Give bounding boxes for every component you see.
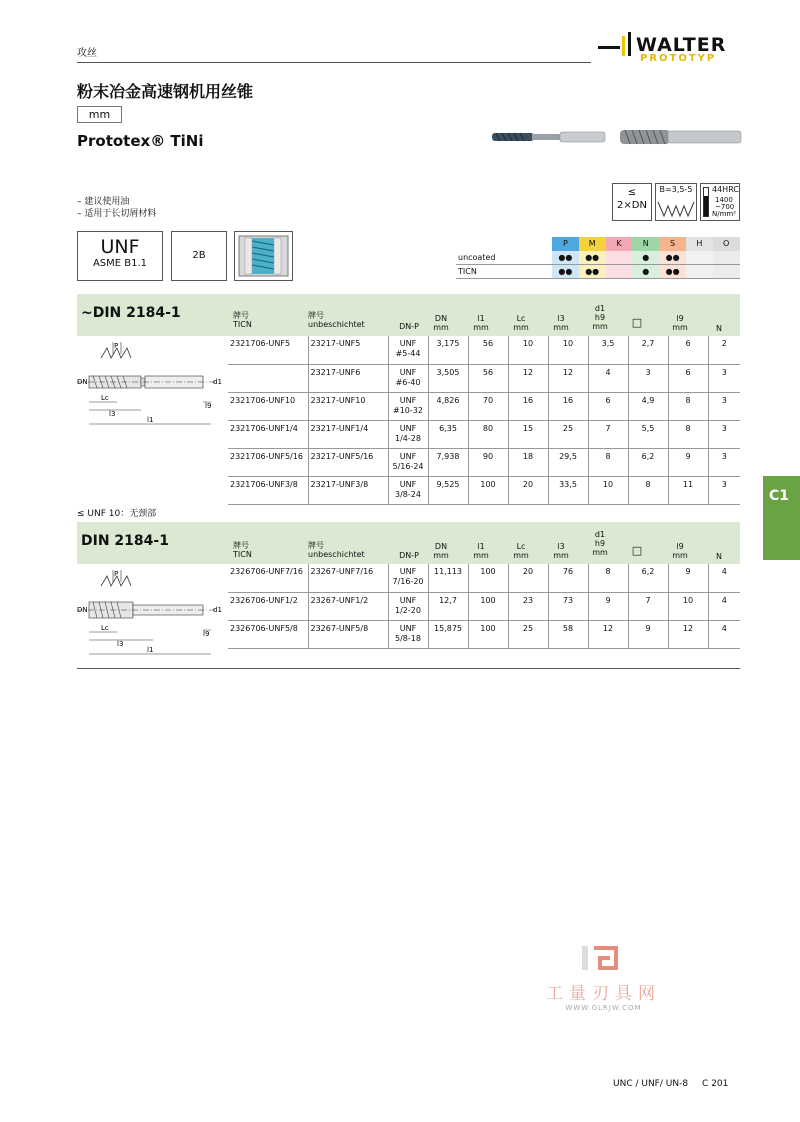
cell-unb: 23267-UNF1/2: [308, 592, 388, 620]
cell-dnp: UNF 5/16-24: [388, 448, 428, 476]
cell-dnp: UNF 5/8-18: [388, 620, 428, 648]
page-number: C 201: [702, 1079, 729, 1089]
table-row: [228, 564, 740, 592]
cell-l3: 25: [548, 420, 588, 448]
header-dn: DN mm: [433, 314, 449, 332]
section1-standard: ~DIN 2184-1: [81, 305, 181, 321]
hardness-icon: 44HRC 1400 ~700 N/mm²: [700, 183, 740, 221]
cell-l9: 6: [668, 364, 708, 392]
svg-text:l1: l1: [147, 416, 154, 424]
note-line: – 适用于长切屑材料: [77, 209, 157, 219]
svg-text:l1: l1: [147, 646, 154, 654]
section1-header: [77, 294, 740, 336]
cell-lc: 18: [508, 448, 548, 476]
material-col-o: O: [713, 237, 740, 251]
chapter-tab[interactable]: C1: [763, 476, 800, 560]
cell-l1: 100: [468, 620, 508, 648]
header-ticn: 牌号 TICN: [233, 541, 252, 559]
cell-l9: 9: [668, 448, 708, 476]
cell-lc: 20: [508, 476, 548, 504]
cell-dn: 3,175: [428, 336, 468, 364]
header-unb: 牌号 unbeschichtet: [308, 311, 365, 329]
tolerance-box: 2B: [171, 231, 227, 281]
cell-d1: 6: [588, 392, 628, 420]
table-row: [228, 448, 740, 476]
logo-sub-text: PROTOTYP: [640, 53, 717, 64]
header-l1: l1 mm: [473, 314, 489, 332]
cell-sq: 8: [628, 476, 668, 504]
cell-d1: 12: [588, 620, 628, 648]
cell-dn: 9,525: [428, 476, 468, 504]
cell-l1: 80: [468, 420, 508, 448]
logo-main-text: WALTER: [636, 34, 727, 56]
cell-n: 3: [708, 392, 740, 420]
header-l3: l3 mm: [553, 314, 569, 332]
cell-lc: 23: [508, 592, 548, 620]
cell-sq: 3: [628, 364, 668, 392]
page-footer: [613, 1079, 728, 1089]
header-n: N: [716, 552, 722, 561]
cell-ticn: 2321706-UNF3/8: [228, 476, 308, 504]
table-row: [228, 476, 740, 504]
cell-n: 3: [708, 364, 740, 392]
section2-header: [77, 522, 740, 564]
usage-notes: [77, 196, 156, 220]
cell-n: 3: [708, 420, 740, 448]
cell-dnp: UNF 1/2-20: [388, 592, 428, 620]
cell-dn: 4,826: [428, 392, 468, 420]
cell-unb: 23217-UNF5/16: [308, 448, 388, 476]
cell-l1: 56: [468, 336, 508, 364]
cell-dnp: UNF 7/16-20: [388, 564, 428, 592]
cell-dnp: UNF #10-32: [388, 392, 428, 420]
cell-dnp: UNF #5-44: [388, 336, 428, 364]
unit-box: mm: [77, 106, 122, 123]
tap-image-1: [492, 128, 607, 146]
cell-dn: 15,875: [428, 620, 468, 648]
table-row: [228, 336, 740, 364]
svg-text:DN: DN: [77, 378, 88, 386]
cell-unb: 23217-UNF3/8: [308, 476, 388, 504]
cell-l9: 6: [668, 336, 708, 364]
cell-ticn: 2326706-UNF1/2: [228, 592, 308, 620]
depth-icon: ≤ 2×DN: [612, 183, 652, 221]
cell-l9: 8: [668, 392, 708, 420]
cell-dn: 3,505: [428, 364, 468, 392]
watermark: [536, 944, 671, 1016]
watermark-logo: [580, 944, 624, 972]
cell-n: 3: [708, 448, 740, 476]
cell-lc: 12: [508, 364, 548, 392]
cell-l3: 12: [548, 364, 588, 392]
cell-ticn: 2321706-UNF5/16: [228, 448, 308, 476]
cell-lc: 25: [508, 620, 548, 648]
svg-text:d1: d1: [213, 606, 222, 614]
cell-l3: 76: [548, 564, 588, 592]
cell-d1: 8: [588, 564, 628, 592]
section-label: 攻丝: [77, 48, 97, 59]
svg-text:l9: l9: [203, 630, 210, 638]
cell-dnp: UNF #6-40: [388, 364, 428, 392]
cell-d1: 10: [588, 476, 628, 504]
material-col-p: P: [552, 237, 579, 251]
cell-dn: 7,938: [428, 448, 468, 476]
thread-norm: ASME B1.1: [92, 258, 148, 269]
cell-ticn: 2326706-UNF5/8: [228, 620, 308, 648]
watermark-url: WWW.GLRJW.COM: [565, 1004, 642, 1012]
cell-sq: 6,2: [628, 448, 668, 476]
cell-sq: 4,9: [628, 392, 668, 420]
cell-l9: 12: [668, 620, 708, 648]
svg-text:Lc: Lc: [101, 394, 109, 402]
section2-standard: DIN 2184-1: [81, 533, 169, 549]
table-row: [228, 364, 740, 392]
cell-unb: 23217-UNF5: [308, 336, 388, 364]
thread-standard-box: [77, 231, 163, 281]
header-dn: DN mm: [433, 542, 449, 560]
product-name: Prototex® TiNi: [77, 132, 204, 150]
thread-standard: UNF: [100, 236, 140, 258]
cell-sq: 9: [628, 620, 668, 648]
header-l9: l9 mm: [672, 542, 688, 560]
header-dnp: DN-P: [399, 551, 419, 560]
header-l9: l9 mm: [672, 314, 688, 332]
header-square: □: [631, 544, 643, 557]
cell-l9: 9: [668, 564, 708, 592]
cell-ticn: [228, 364, 308, 392]
material-col-k: K: [606, 237, 633, 251]
cell-sq: 6,2: [628, 564, 668, 592]
cell-ticn: 2326706-UNF7/16: [228, 564, 308, 592]
cell-lc: 20: [508, 564, 548, 592]
cell-l3: 73: [548, 592, 588, 620]
table-row: [228, 392, 740, 420]
header-ticn: 牌号 TICN: [233, 311, 252, 329]
header-d1: d1 h9 mm: [592, 530, 608, 557]
cell-d1: 3,5: [588, 336, 628, 364]
svg-text:l3: l3: [117, 640, 124, 648]
cell-dn: 6,35: [428, 420, 468, 448]
table-row: [228, 420, 740, 448]
header-dnp: DN-P: [399, 322, 419, 331]
cell-dn: 11,113: [428, 564, 468, 592]
cell-unb: 23267-UNF5/8: [308, 620, 388, 648]
cell-n: 4: [708, 564, 740, 592]
svg-text:d1: d1: [213, 378, 222, 386]
cell-l9: 11: [668, 476, 708, 504]
material-col-m: M: [579, 237, 606, 251]
cell-l3: 10: [548, 336, 588, 364]
header-unb: 牌号 unbeschichtet: [308, 541, 365, 559]
cell-n: 4: [708, 620, 740, 648]
cell-l1: 100: [468, 564, 508, 592]
cell-dnp: UNF 1/4-28: [388, 420, 428, 448]
header-square: □: [631, 316, 643, 329]
watermark-text: 工量刃具网: [546, 984, 661, 1004]
cell-l1: 70: [468, 392, 508, 420]
material-col-n: N: [632, 237, 659, 251]
cell-n: 2: [708, 336, 740, 364]
svg-text:l9: l9: [205, 402, 212, 410]
page-title: 粉末冶金高速钢机用丝锥: [77, 82, 254, 101]
cell-l3: 33,5: [548, 476, 588, 504]
cell-l1: 56: [468, 364, 508, 392]
cell-lc: 15: [508, 420, 548, 448]
cell-dn: 12,7: [428, 592, 468, 620]
cell-n: 3: [708, 476, 740, 504]
cell-d1: 4: [588, 364, 628, 392]
cell-l9: 10: [668, 592, 708, 620]
cell-l1: 100: [468, 476, 508, 504]
table-row: [228, 592, 740, 620]
cell-dnp: UNF 3/8-24: [388, 476, 428, 504]
note-line: – 建议使用油: [77, 197, 130, 207]
material-row-uncoated: uncoated ●● ●● ● ●●: [456, 251, 740, 265]
cell-unb: 23217-UNF6: [308, 364, 388, 392]
tap-drawing-2: [77, 568, 227, 660]
cell-ticn: 2321706-UNF10: [228, 392, 308, 420]
material-grid: [456, 237, 740, 279]
svg-text:Lc: Lc: [101, 624, 109, 632]
tap-image-2: [620, 126, 743, 148]
tap-drawing-1: [77, 340, 227, 430]
cell-l3: 16: [548, 392, 588, 420]
header-d1: d1 h9 mm: [592, 304, 608, 331]
cell-sq: 7: [628, 592, 668, 620]
section1-table: [228, 336, 740, 505]
material-row-ticn: TICN ●● ●● ● ●●: [456, 265, 740, 279]
cell-l1: 90: [468, 448, 508, 476]
cell-l9: 8: [668, 420, 708, 448]
cell-l1: 100: [468, 592, 508, 620]
material-col-s: S: [659, 237, 686, 251]
cell-d1: 8: [588, 448, 628, 476]
cell-l3: 29,5: [548, 448, 588, 476]
header-n: N: [716, 324, 722, 333]
cell-ticn: 2321706-UNF1/4: [228, 420, 308, 448]
chamfer-form-icon: B=3,5-5: [655, 183, 697, 221]
svg-text:DN: DN: [77, 606, 88, 614]
cell-d1: 9: [588, 592, 628, 620]
cell-unb: 23267-UNF7/16: [308, 564, 388, 592]
cell-unb: 23217-UNF10: [308, 392, 388, 420]
svg-text:l3: l3: [109, 410, 116, 418]
table-row: [228, 620, 740, 648]
header-l3: l3 mm: [553, 542, 569, 560]
header-lc: Lc mm: [513, 542, 529, 560]
svg-text:P: P: [114, 570, 119, 578]
cell-lc: 10: [508, 336, 548, 364]
cell-d1: 7: [588, 420, 628, 448]
cell-sq: 2,7: [628, 336, 668, 364]
top-rule: [77, 62, 591, 63]
walter-logo: [598, 30, 743, 66]
cell-ticn: 2321706-UNF5: [228, 336, 308, 364]
cell-n: 4: [708, 592, 740, 620]
cell-l3: 58: [548, 620, 588, 648]
svg-text:P: P: [114, 342, 119, 350]
material-col-h: H: [686, 237, 713, 251]
cell-unb: 23217-UNF1/4: [308, 420, 388, 448]
header-l1: l1 mm: [473, 542, 489, 560]
thread-hole-icon: [234, 231, 293, 281]
header-lc: Lc mm: [513, 314, 529, 332]
footer-series: UNC / UNF/ UN-8: [613, 1079, 689, 1089]
cell-sq: 5,5: [628, 420, 668, 448]
section1-note: ≤ UNF 10：无颈部: [77, 509, 157, 519]
cell-lc: 16: [508, 392, 548, 420]
section2-table: [228, 564, 740, 649]
section2-bottom-rule: [77, 668, 740, 669]
